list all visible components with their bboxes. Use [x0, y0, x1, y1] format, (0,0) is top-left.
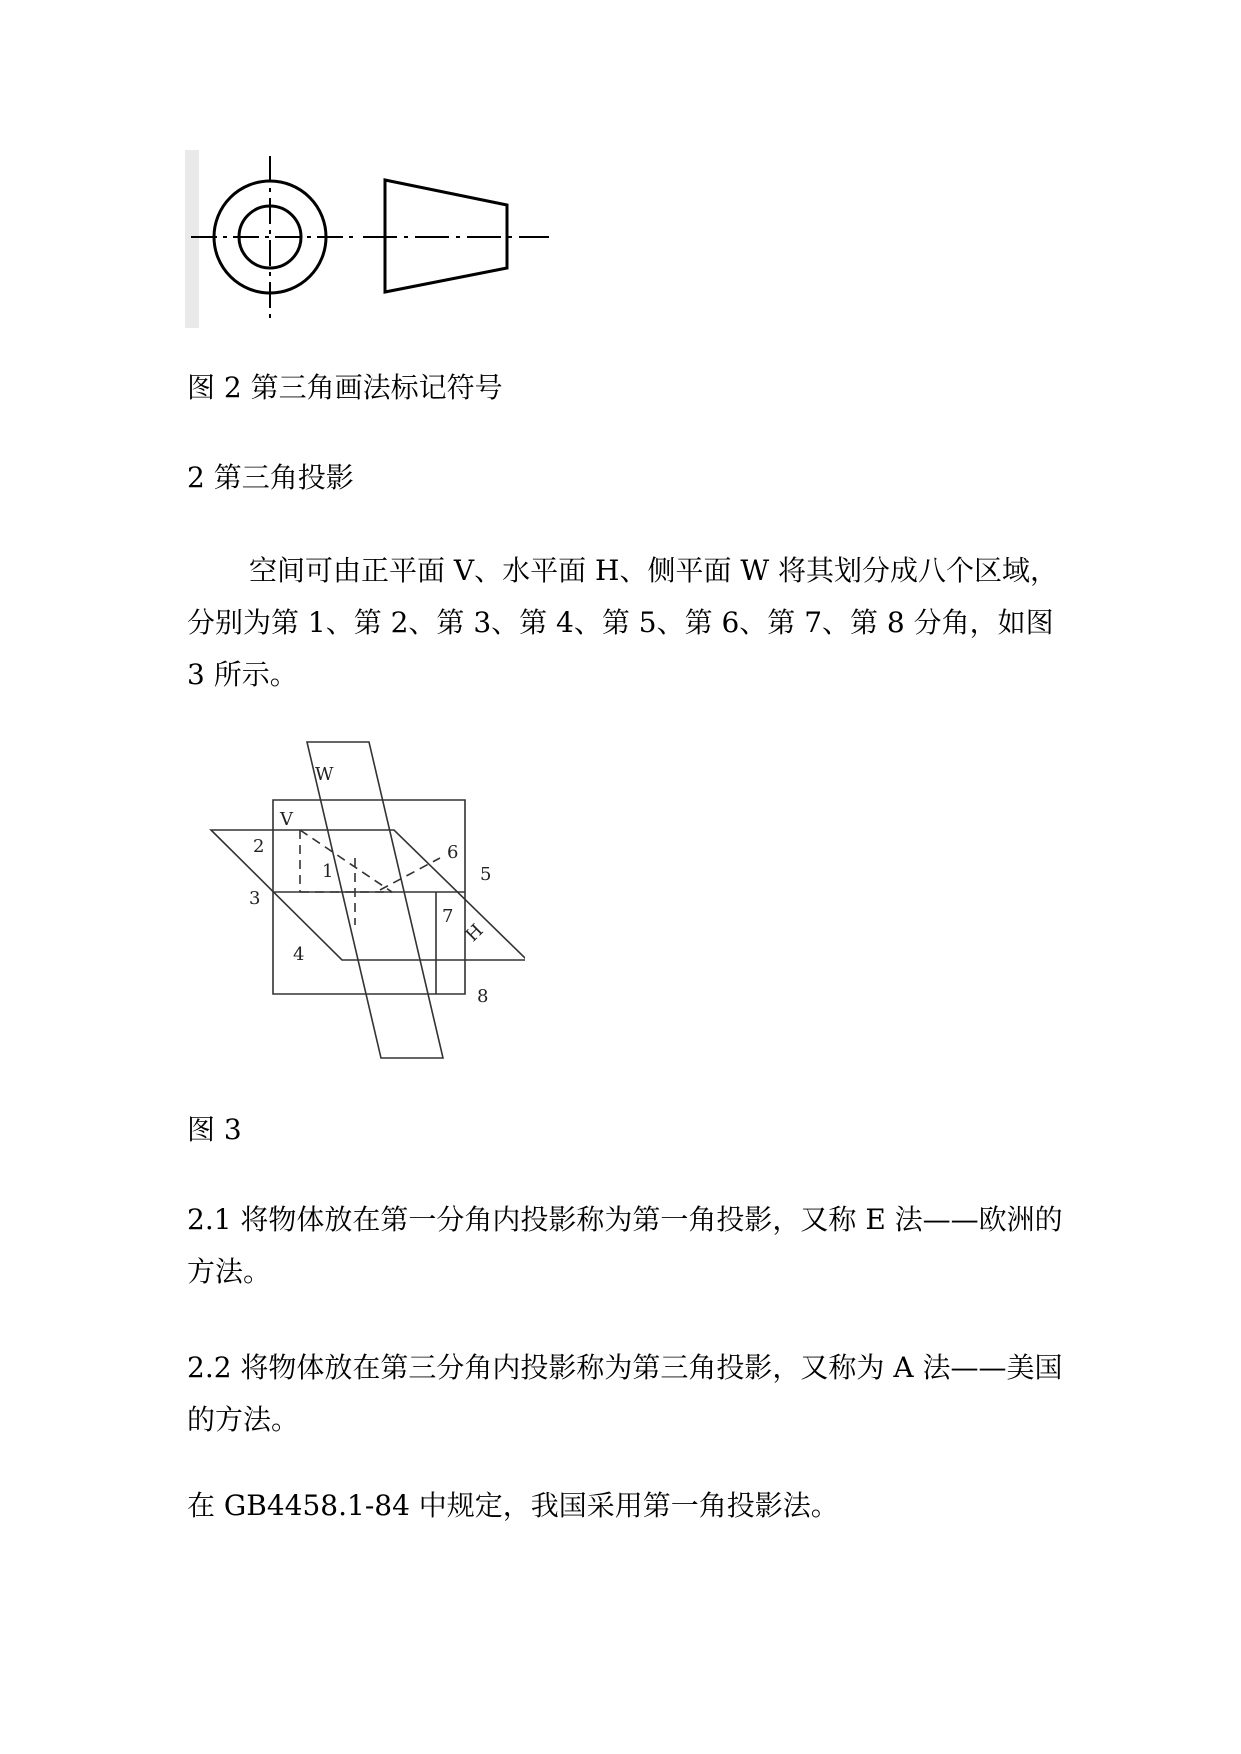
scan-shadow-strip — [185, 150, 199, 328]
w-plane — [307, 742, 443, 1058]
plane-label-h: H — [461, 920, 488, 947]
region-label-3: 3 — [249, 888, 261, 909]
region-label-8: 8 — [477, 986, 489, 1007]
figure3-caption: 图 3 — [187, 1113, 242, 1146]
region-label-6: 6 — [447, 842, 459, 863]
third-angle-symbol-figure — [185, 150, 555, 330]
region-label-1: 1 — [322, 861, 334, 882]
region-label-7: 7 — [442, 906, 454, 927]
item-2-2: 2.2 将物体放在第三分角内投影称为第三角投影，又称为 A 法——美国的方法。 — [187, 1351, 1063, 1436]
region-label-4: 4 — [293, 944, 305, 965]
closing-sentence: 在 GB4458.1-84 中规定，我国采用第一角投影法。 — [187, 1489, 839, 1522]
hidden-lines — [300, 830, 440, 925]
figure2-caption: 图 2 第三角画法标记符号 — [187, 371, 503, 404]
intro-paragraph: 空间可由正平面 V、水平面 H、侧平面 W 将其划分成八个区域，分别为第 1、第 2、第 3、第 4、第 5、第 6、第 7、第 8 分角，如图 3 所示。 — [187, 554, 1059, 691]
region-label-2: 2 — [253, 836, 265, 857]
plane-label-v: V — [280, 809, 293, 830]
plane-label-w: W — [315, 764, 334, 785]
region-label-5: 5 — [480, 864, 492, 885]
section-heading: 2 第三角投影 — [187, 461, 354, 494]
octant-diagram-figure — [205, 740, 525, 1060]
item-2-1: 2.1 将物体放在第一分角内投影称为第一角投影，又称 E 法——欧洲的方法。 — [187, 1203, 1063, 1288]
